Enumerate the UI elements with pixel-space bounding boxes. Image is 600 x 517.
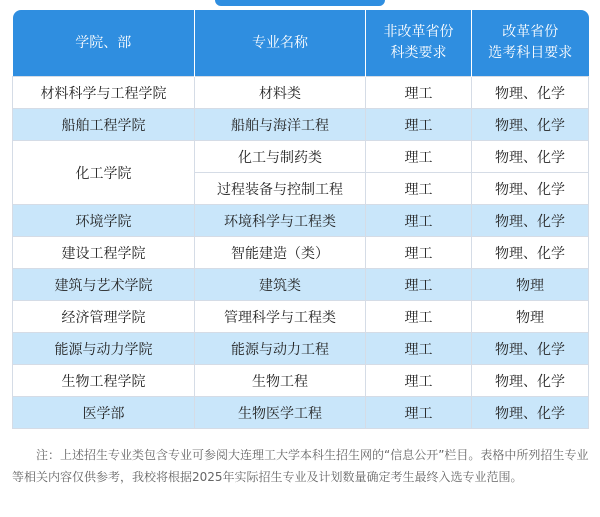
cell-category: 理工 (366, 237, 472, 269)
cell-subjects: 物理、化学 (472, 333, 589, 365)
cell-subjects: 物理 (472, 269, 589, 301)
cell-category: 理工 (366, 397, 472, 429)
cell-college: 化工学院 (13, 141, 195, 205)
cell-subjects: 物理、化学 (472, 141, 589, 173)
cell-category: 理工 (366, 173, 472, 205)
table-row (13, 205, 589, 237)
cell-college: 生物工程学院 (13, 365, 195, 397)
admission-table-container (12, 10, 588, 429)
table-row (13, 237, 589, 269)
cell-major: 材料类 (195, 77, 366, 109)
cell-college: 船舶工程学院 (13, 109, 195, 141)
cell-category: 理工 (366, 301, 472, 333)
cell-major: 过程装备与控制工程 (195, 173, 366, 205)
header-reform-subjects: 改革省份 选考科目要求 (472, 10, 589, 77)
cell-category: 理工 (366, 141, 472, 173)
cell-major: 环境科学与工程类 (195, 205, 366, 237)
table-row (13, 141, 589, 173)
cell-category: 理工 (366, 269, 472, 301)
cell-major: 生物医学工程 (195, 397, 366, 429)
table-row (13, 365, 589, 397)
cell-category: 理工 (366, 109, 472, 141)
cell-college: 环境学院 (13, 205, 195, 237)
cell-major: 船舶与海洋工程 (195, 109, 366, 141)
cell-college: 材料科学与工程学院 (13, 77, 195, 109)
cell-major: 能源与动力工程 (195, 333, 366, 365)
cell-college: 经济管理学院 (13, 301, 195, 333)
table-row (13, 269, 589, 301)
cell-subjects: 物理、化学 (472, 397, 589, 429)
table-header-row (13, 10, 589, 77)
footnote: 注：上述招生专业类包含专业可参阅大连理工大学本科生招生网的“信息公开”栏目。表格中所列招生专业等相关内容仅供参考，我校将根据2025年实际招生专业及计划数量确定考生最终入选专业范围。 (12, 448, 589, 484)
cell-category: 理工 (366, 205, 472, 237)
cell-major: 生物工程 (195, 365, 366, 397)
cell-category: 理工 (366, 333, 472, 365)
cell-major: 智能建造（类） (195, 237, 366, 269)
cell-category: 理工 (366, 77, 472, 109)
cell-subjects: 物理、化学 (472, 109, 589, 141)
cell-subjects: 物理、化学 (472, 237, 589, 269)
header-nonreform-category: 非改革省份 科类要求 (366, 10, 472, 77)
table-row (13, 397, 589, 429)
cell-major: 管理科学与工程类 (195, 301, 366, 333)
cell-category: 理工 (366, 365, 472, 397)
table-row (13, 77, 589, 109)
cell-college: 能源与动力学院 (13, 333, 195, 365)
header-major: 专业名称 (195, 10, 366, 77)
cell-college: 建筑与艺术学院 (13, 269, 195, 301)
cell-college: 医学部 (13, 397, 195, 429)
table-row (13, 301, 589, 333)
admission-table (12, 10, 589, 429)
header-college: 学院、部 (13, 10, 195, 77)
table-row (13, 109, 589, 141)
header-tab-decoration (215, 0, 385, 6)
cell-major: 建筑类 (195, 269, 366, 301)
cell-major: 化工与制药类 (195, 141, 366, 173)
cell-subjects: 物理、化学 (472, 173, 589, 205)
cell-subjects: 物理、化学 (472, 205, 589, 237)
cell-college: 建设工程学院 (13, 237, 195, 269)
cell-subjects: 物理、化学 (472, 77, 589, 109)
cell-subjects: 物理、化学 (472, 365, 589, 397)
cell-subjects: 物理 (472, 301, 589, 333)
table-row (13, 333, 589, 365)
